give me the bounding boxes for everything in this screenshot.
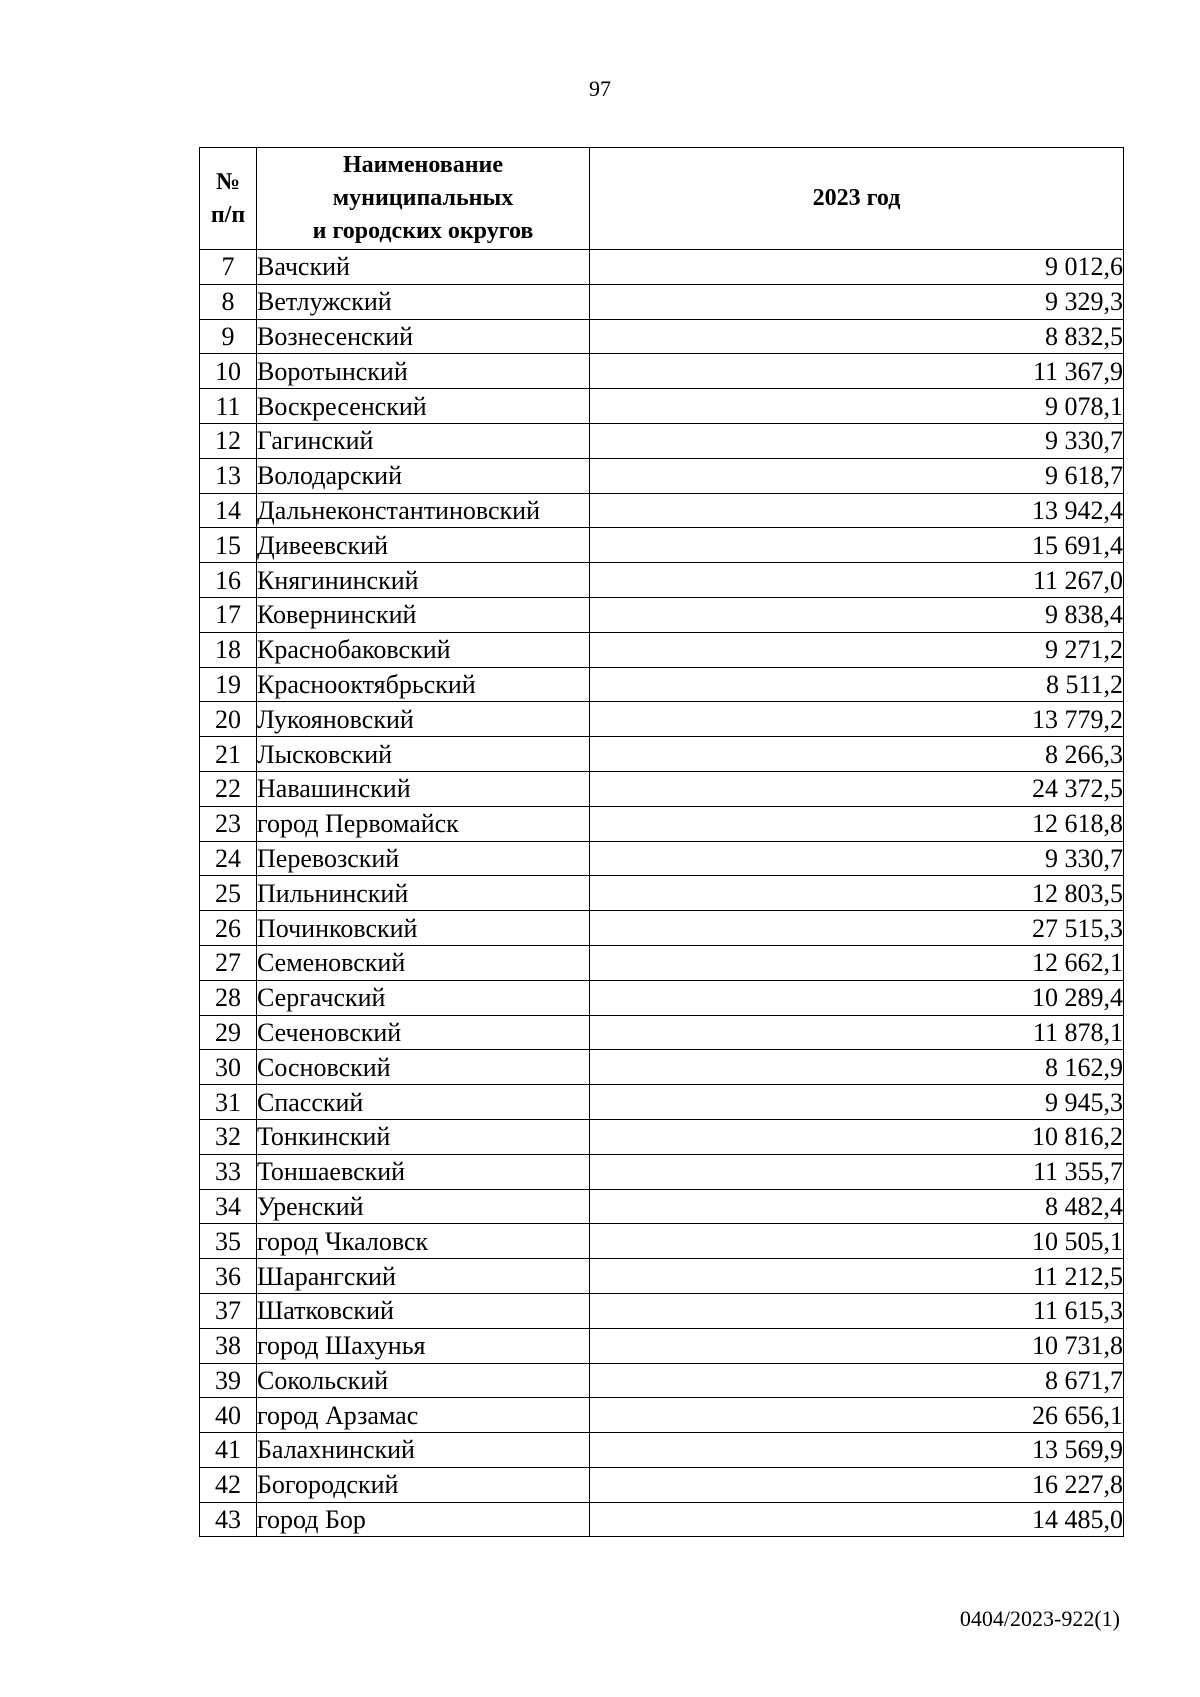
row-name: Шатковский xyxy=(257,1293,590,1328)
row-name: Сокольский xyxy=(257,1363,590,1398)
row-name: Ковернинский xyxy=(257,597,590,632)
table-row xyxy=(200,597,1124,632)
row-name: город Чкаловск xyxy=(257,1224,590,1259)
row-value: 24 372,5 xyxy=(590,771,1124,806)
row-value: 9 012,6 xyxy=(590,250,1124,285)
row-value: 8 511,2 xyxy=(590,667,1124,702)
row-name: Сосновский xyxy=(257,1050,590,1085)
row-value: 13 779,2 xyxy=(590,702,1124,737)
row-name: Богородский xyxy=(257,1467,590,1502)
row-number: 19 xyxy=(200,667,257,702)
header-number: № п/п xyxy=(200,148,257,250)
header-name: Наименование муниципальных и городских округов xyxy=(257,148,590,250)
row-name: город Бор xyxy=(257,1502,590,1537)
row-value: 9 330,7 xyxy=(590,423,1124,458)
row-value: 15 691,4 xyxy=(590,528,1124,563)
row-name: Сергачский xyxy=(257,980,590,1015)
table-row xyxy=(200,1467,1124,1502)
row-value: 8 832,5 xyxy=(590,319,1124,354)
row-number: 42 xyxy=(200,1467,257,1502)
page-number: 97 xyxy=(589,76,611,101)
row-number: 10 xyxy=(200,354,257,389)
table-row xyxy=(200,667,1124,702)
table-row xyxy=(200,319,1124,354)
row-value: 11 212,5 xyxy=(590,1259,1124,1294)
row-name: Починковский xyxy=(257,911,590,946)
table-row xyxy=(200,1085,1124,1120)
row-name: Спасский xyxy=(257,1085,590,1120)
row-number: 23 xyxy=(200,806,257,841)
row-name: Балахнинский xyxy=(257,1433,590,1468)
row-name: Дивеевский xyxy=(257,528,590,563)
row-number: 35 xyxy=(200,1224,257,1259)
row-number: 33 xyxy=(200,1154,257,1189)
table-row xyxy=(200,1224,1124,1259)
row-name: Навашинский xyxy=(257,771,590,806)
row-name: город Первомайск xyxy=(257,806,590,841)
row-number: 7 xyxy=(200,250,257,285)
row-number: 43 xyxy=(200,1502,257,1537)
row-name: Княгининский xyxy=(257,563,590,598)
table-row xyxy=(200,771,1124,806)
row-value: 9 838,4 xyxy=(590,597,1124,632)
row-number: 31 xyxy=(200,1085,257,1120)
row-value: 12 662,1 xyxy=(590,945,1124,980)
row-name: Вознесенский xyxy=(257,319,590,354)
table-row xyxy=(200,841,1124,876)
row-name: Краснооктябрьский xyxy=(257,667,590,702)
row-name: город Шахунья xyxy=(257,1328,590,1363)
row-number: 28 xyxy=(200,980,257,1015)
row-number: 29 xyxy=(200,1015,257,1050)
row-number: 22 xyxy=(200,771,257,806)
table-row xyxy=(200,702,1124,737)
row-value: 8 671,7 xyxy=(590,1363,1124,1398)
row-name: Вачский xyxy=(257,250,590,285)
row-value: 8 266,3 xyxy=(590,737,1124,772)
table-body xyxy=(200,250,1124,1537)
row-number: 18 xyxy=(200,632,257,667)
row-value: 9 329,3 xyxy=(590,284,1124,319)
table-row xyxy=(200,250,1124,285)
row-name: город Арзамас xyxy=(257,1398,590,1433)
row-number: 40 xyxy=(200,1398,257,1433)
row-name: Тонкинский xyxy=(257,1119,590,1154)
row-value: 9 330,7 xyxy=(590,841,1124,876)
table-header-row xyxy=(200,148,1124,250)
row-value: 11 355,7 xyxy=(590,1154,1124,1189)
row-name: Тоншаевский xyxy=(257,1154,590,1189)
row-name: Сеченовский xyxy=(257,1015,590,1050)
header-year: 2023 год xyxy=(590,148,1124,250)
row-value: 27 515,3 xyxy=(590,911,1124,946)
row-number: 32 xyxy=(200,1119,257,1154)
row-number: 14 xyxy=(200,493,257,528)
row-value: 11 367,9 xyxy=(590,354,1124,389)
table-row xyxy=(200,493,1124,528)
row-number: 26 xyxy=(200,911,257,946)
row-name: Семеновский xyxy=(257,945,590,980)
table-row xyxy=(200,1259,1124,1294)
row-name: Ветлужский xyxy=(257,284,590,319)
row-name: Володарский xyxy=(257,458,590,493)
row-number: 34 xyxy=(200,1189,257,1224)
row-name: Воскресенский xyxy=(257,389,590,424)
row-value: 9 618,7 xyxy=(590,458,1124,493)
row-value: 11 615,3 xyxy=(590,1293,1124,1328)
table-row xyxy=(200,563,1124,598)
table-row xyxy=(200,284,1124,319)
row-value: 26 656,1 xyxy=(590,1398,1124,1433)
table-row xyxy=(200,1293,1124,1328)
row-number: 9 xyxy=(200,319,257,354)
table-row xyxy=(200,1502,1124,1537)
table-row xyxy=(200,632,1124,667)
data-table xyxy=(199,147,1124,1537)
row-name: Лысковский xyxy=(257,737,590,772)
table-row xyxy=(200,389,1124,424)
row-name: Воротынский xyxy=(257,354,590,389)
row-value: 10 289,4 xyxy=(590,980,1124,1015)
row-number: 39 xyxy=(200,1363,257,1398)
row-value: 10 731,8 xyxy=(590,1328,1124,1363)
table-row xyxy=(200,1119,1124,1154)
row-name: Краснобаковский xyxy=(257,632,590,667)
document-code: 0404/2023-922(1) xyxy=(959,1606,1120,1631)
table-row xyxy=(200,423,1124,458)
row-value: 10 505,1 xyxy=(590,1224,1124,1259)
row-value: 10 816,2 xyxy=(590,1119,1124,1154)
table-row xyxy=(200,1398,1124,1433)
table-row xyxy=(200,737,1124,772)
row-number: 25 xyxy=(200,876,257,911)
row-number: 38 xyxy=(200,1328,257,1363)
table-row xyxy=(200,1050,1124,1085)
table-row xyxy=(200,458,1124,493)
row-value: 14 485,0 xyxy=(590,1502,1124,1537)
table-row xyxy=(200,1433,1124,1468)
table-row xyxy=(200,354,1124,389)
row-name: Уренский xyxy=(257,1189,590,1224)
table-row xyxy=(200,1328,1124,1363)
table-row xyxy=(200,528,1124,563)
row-name: Лукояновский xyxy=(257,702,590,737)
row-number: 20 xyxy=(200,702,257,737)
row-value: 8 162,9 xyxy=(590,1050,1124,1085)
row-number: 17 xyxy=(200,597,257,632)
table-row xyxy=(200,806,1124,841)
row-name: Пильнинский xyxy=(257,876,590,911)
row-value: 12 618,8 xyxy=(590,806,1124,841)
row-number: 21 xyxy=(200,737,257,772)
row-number: 41 xyxy=(200,1433,257,1468)
row-name: Дальнеконстантиновский xyxy=(257,493,590,528)
row-number: 8 xyxy=(200,284,257,319)
table-row xyxy=(200,911,1124,946)
table-row xyxy=(200,1189,1124,1224)
row-value: 11 267,0 xyxy=(590,563,1124,598)
row-value: 11 878,1 xyxy=(590,1015,1124,1050)
row-number: 37 xyxy=(200,1293,257,1328)
table-row xyxy=(200,980,1124,1015)
row-number: 12 xyxy=(200,423,257,458)
row-value: 9 945,3 xyxy=(590,1085,1124,1120)
row-value: 13 942,4 xyxy=(590,493,1124,528)
row-value: 9 078,1 xyxy=(590,389,1124,424)
row-value: 8 482,4 xyxy=(590,1189,1124,1224)
table-row xyxy=(200,945,1124,980)
row-number: 36 xyxy=(200,1259,257,1294)
row-number: 27 xyxy=(200,945,257,980)
row-value: 16 227,8 xyxy=(590,1467,1124,1502)
row-name: Шарангский xyxy=(257,1259,590,1294)
row-number: 24 xyxy=(200,841,257,876)
table-row xyxy=(200,1015,1124,1050)
row-name: Гагинский xyxy=(257,423,590,458)
row-value: 12 803,5 xyxy=(590,876,1124,911)
row-number: 15 xyxy=(200,528,257,563)
table-row xyxy=(200,1154,1124,1189)
row-number: 11 xyxy=(200,389,257,424)
row-value: 13 569,9 xyxy=(590,1433,1124,1468)
row-number: 30 xyxy=(200,1050,257,1085)
row-value: 9 271,2 xyxy=(590,632,1124,667)
row-number: 13 xyxy=(200,458,257,493)
table-row xyxy=(200,1363,1124,1398)
table-row xyxy=(200,876,1124,911)
row-number: 16 xyxy=(200,563,257,598)
row-name: Перевозский xyxy=(257,841,590,876)
